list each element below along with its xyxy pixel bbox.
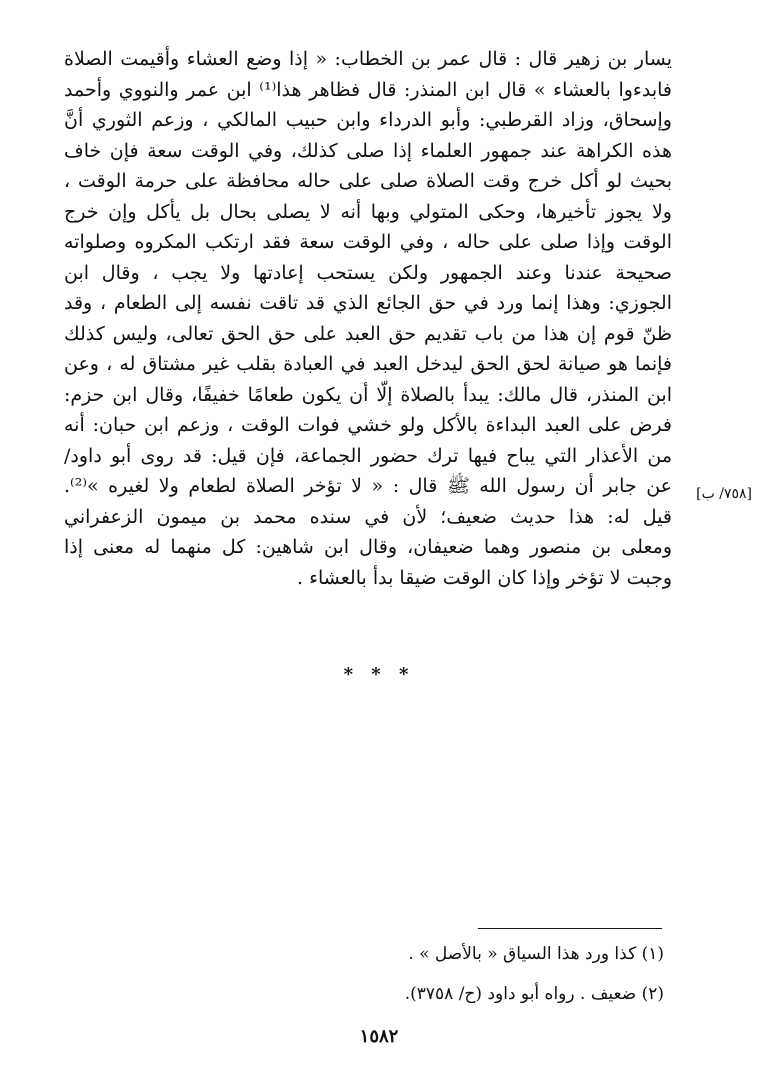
body-line: يسار بن زهير قال : قال عمر بن الخطاب: « إذا وضع العشاء وأقيمت الصلاة: [64, 48, 672, 70]
body-line: وإسحاق، وزاد القرطبي: وأبو الدرداء وابن حبيب المالكي ، وزعم الثوري أنَّ: [64, 109, 672, 131]
manuscript-folio-marker: [٧٥٨/ ب]: [696, 486, 752, 502]
body-line: من الأعذار التي يباح فيها ترك حضور الجماعة، فإن قيل: قد روى أبو داود/: [64, 444, 672, 467]
body-line: فإنما هو صيانة لحق الحق ليدخل العبد في العبادة بقلب غير مشتاق له ، وعن: [64, 353, 672, 375]
body-line: بحيث لو أكل خرج وقت الصلاة صلى على حاله محافظة على حرمة الوقت ،: [64, 170, 672, 192]
body-line: الجوزي: وهذا إنما ورد في حق الجائع الذي قد تاقت نفسه إلى الطعام ، وقد: [64, 292, 672, 314]
body-line: وجبت لا تؤخر وإذا كان الوقت ضيقا بدأ بالعشاء .: [297, 566, 672, 589]
page-number: ١٥٨٢: [359, 1026, 399, 1047]
body-line: ومعلى بن منصور وهما ضعيفان، وقال ابن شاهين: كل منهما له معنى إذا: [64, 536, 672, 558]
footnote-2: (٢) ضعيف . رواه أبو داود (ح/ ٣٧٥٨).: [404, 984, 664, 1004]
body-line: صحيحة عندنا وعند الجمهور ولكن يستحب إعادتها ولا يجب ، وقال ابن: [64, 261, 672, 284]
body-line: قيل له: هذا حديث ضعيف؛ لأن في سنده محمد بن ميمون الزعفراني: [64, 505, 672, 528]
body-line: فابدءوا بالعشاء » قال ابن المنذر: قال فظاهر هذا⁽¹⁾ ابن عمر والنووي وأحمد: [64, 78, 672, 101]
body-line: فرض على العبد البداءة بالأكل ولو خشي فوات الوقت ، وزعم ابن حبان: أنه: [64, 414, 672, 436]
footnote-1: (١) كذا ورد هذا السياق « بالأصل » .: [408, 944, 664, 964]
body-line: ظنّ قوم إن هذا من باب تقديم حق العبد على حق الحق تعالى، وليس كذلك: [64, 322, 672, 345]
body-line: ابن المنذر، قال مالك: يبدأ بالصلاة إلّا أن يكون طعامًا خفيفًا، وقال ابن حزم:: [64, 383, 672, 406]
section-separator: * * *: [343, 664, 415, 685]
body-line: هذه الكراهة عند جمهور العلماء إذا صلى كذلك، وفي الوقت سعة فإن خاف: [64, 139, 672, 162]
body-line: الوقت وإذا صلى على حاله ، وفي الوقت سعة فقد ارتكب المكروه وصلواته: [64, 231, 672, 253]
body-text: [64, 44, 672, 593]
body-line: عن جابر أن رسول الله ﷺ قال : « لا تؤخر الصلاة لطعام ولا لغيره »⁽²⁾.: [64, 475, 672, 497]
footnote-divider: [478, 928, 662, 929]
body-line: ولا يجوز تأخيرها، وحكى المتولي وبها أنه لا يصلى بحال بل يأكل وإن خرج: [64, 200, 672, 223]
